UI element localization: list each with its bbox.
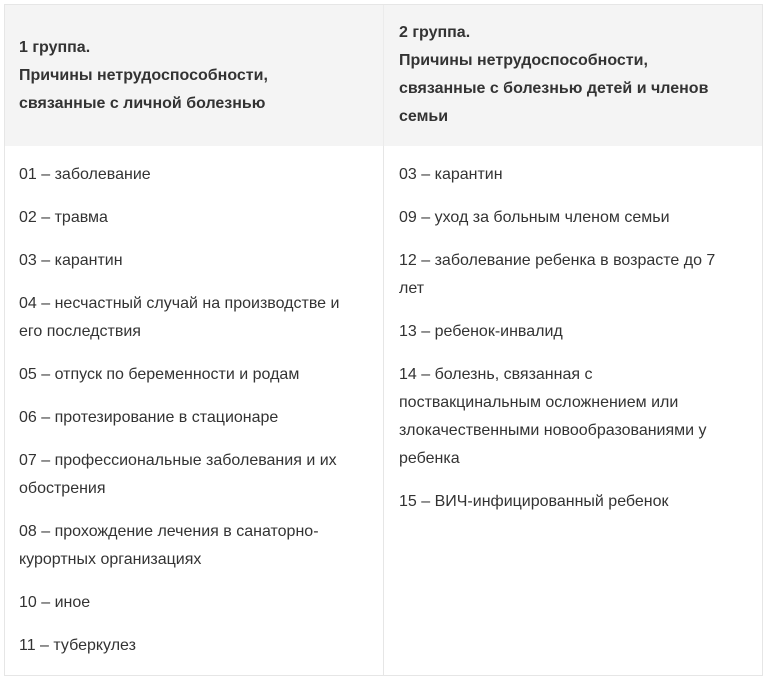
list-item-line: 13 – ребенок-инвалид (399, 323, 563, 340)
list-item (399, 318, 748, 346)
list-item-line: 10 – иное (19, 594, 91, 611)
list-item-line: 12 – заболевание ребенка в возрасте до 7 (399, 252, 716, 269)
list-item-line: 09 – уход за больным членом семьи (399, 209, 670, 226)
group1-title-line2: Причины нетрудоспособности, (19, 66, 268, 84)
group2-header (383, 5, 762, 146)
list-item-line: 02 – травма (19, 209, 108, 226)
list-item-line: 03 – карантин (19, 252, 123, 269)
list-item-line: 05 – отпуск по беременности и родам (19, 366, 300, 383)
group2-title-line3: связанные с болезнью детей и членов (399, 80, 709, 97)
list-item-line: 11 – туберкулез (19, 637, 136, 654)
list-item-line: ребенка (399, 450, 460, 467)
list-item (19, 247, 369, 275)
group2-title-line2: Причины нетрудоспособности, (399, 52, 648, 69)
list-item (399, 488, 748, 516)
list-item-line: 07 – профессиональные заболевания и их (19, 452, 337, 469)
list-item (19, 589, 369, 617)
list-item-line: 01 – заболевание (19, 166, 151, 183)
list-item (19, 204, 369, 232)
list-item (399, 247, 748, 303)
list-item-line: 04 – несчастный случай на производстве и (19, 295, 340, 312)
group1-title-line3: связанные с личной болезнью (19, 94, 266, 112)
group1-list (5, 146, 383, 675)
list-item-line: поствакцинальным осложнением или (399, 394, 679, 411)
list-item-line: 03 – карантин (399, 166, 503, 183)
list-item (399, 361, 748, 473)
group2-title-line1: 2 группа. (399, 24, 471, 41)
list-item (19, 518, 369, 574)
list-item (19, 404, 369, 432)
group1-header-text (19, 34, 268, 118)
list-item (19, 161, 369, 189)
list-item (19, 632, 369, 660)
group2-list (383, 146, 762, 675)
list-item-line: 14 – болезнь, связанная с (399, 366, 593, 383)
group2-header-text (399, 19, 708, 131)
reasons-table (4, 4, 763, 676)
list-item (399, 161, 748, 189)
list-item-line: лет (399, 280, 425, 297)
group1-title-line1: 1 группа. (19, 38, 91, 56)
list-item-line: курортных организациях (19, 551, 202, 568)
list-item (19, 447, 369, 503)
list-item-line: его последствия (19, 323, 141, 340)
list-item (19, 361, 369, 389)
list-item-line: обострения (19, 480, 106, 497)
list-item-line: злокачественными новообразованиями у (399, 422, 707, 439)
group1-header (5, 5, 383, 146)
list-item-line: 06 – протезирование в стационаре (19, 409, 279, 426)
list-item (19, 290, 369, 346)
list-item-line: 08 – прохождение лечения в санаторно- (19, 523, 319, 540)
group2-title-line4: семьи (399, 108, 449, 125)
list-item-line: 15 – ВИЧ-инфицированный ребенок (399, 493, 669, 510)
list-item (399, 204, 748, 232)
